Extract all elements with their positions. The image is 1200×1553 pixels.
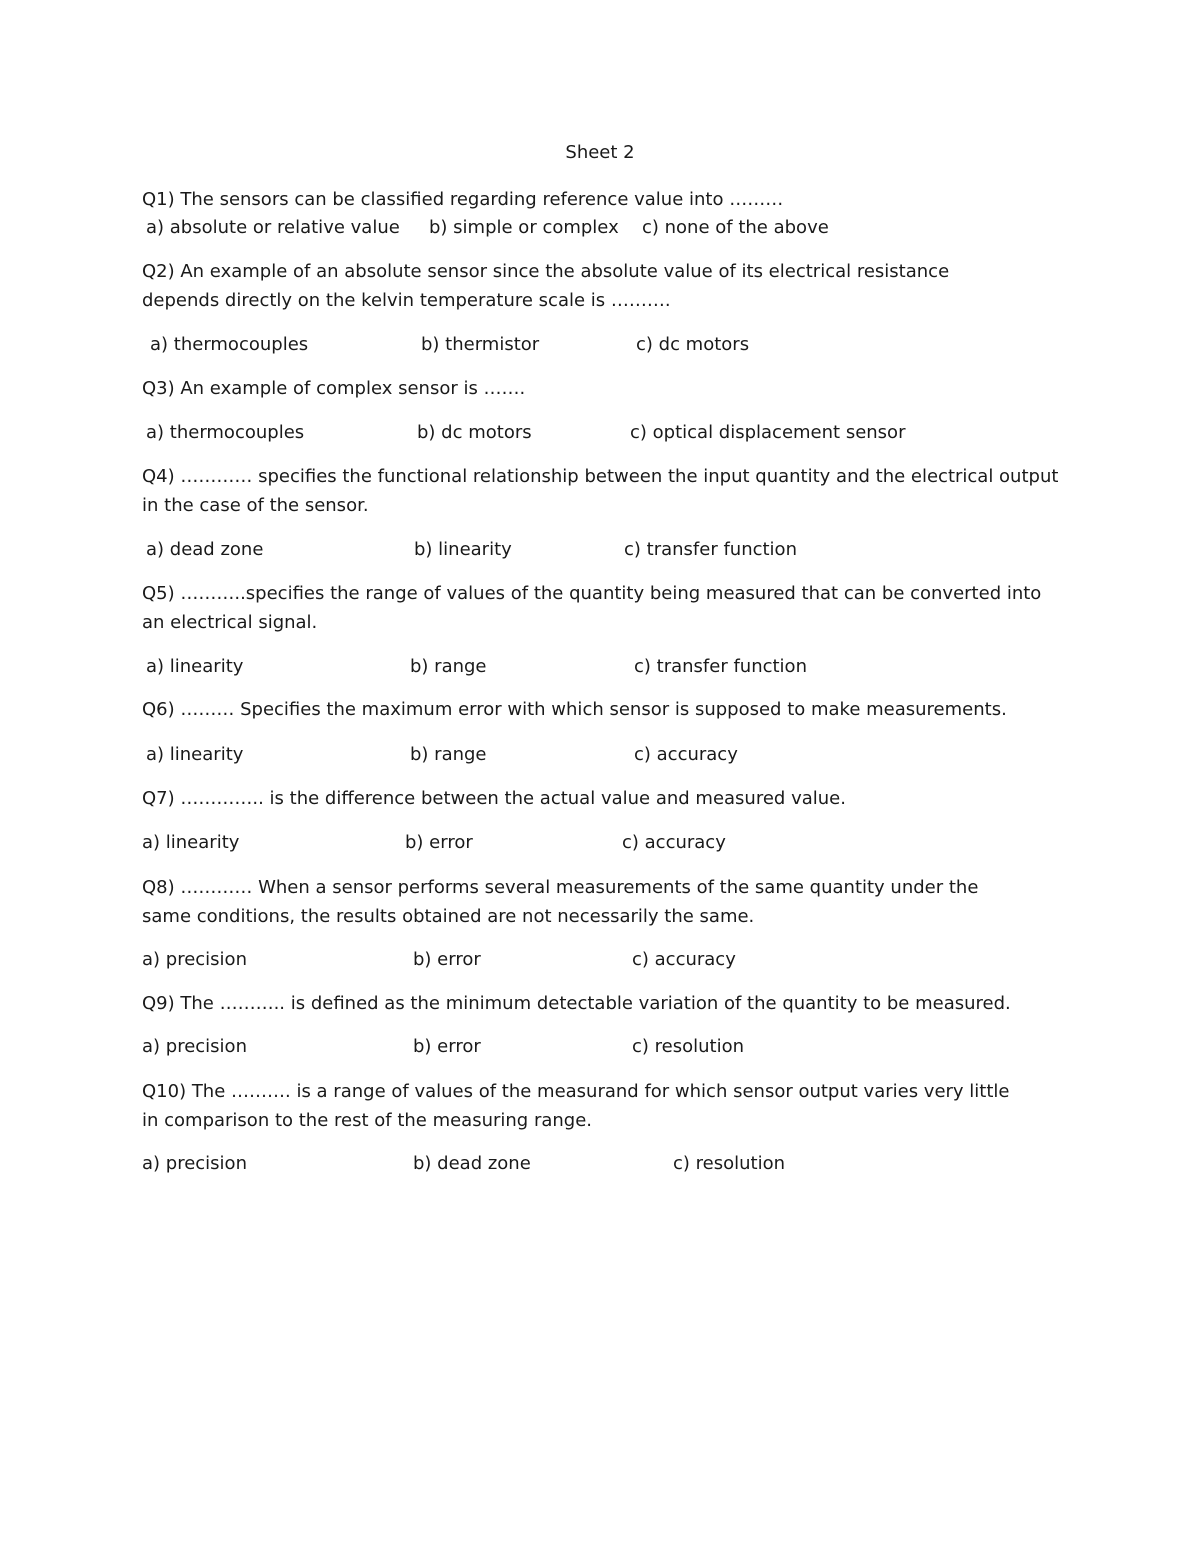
question-3-option-a: a) thermocouples bbox=[146, 422, 305, 443]
question-4-option-c: c) transfer function bbox=[624, 539, 797, 560]
question-7-text: Q7) ………….. is the difference between the actual value and measured value. bbox=[142, 788, 846, 809]
question-8-text: Q8) ………… When a sensor performs several measurements of the same quantity under the same conditions, the results obtained are not necessarily the same. bbox=[142, 877, 979, 927]
question-4-text: Q4) ………… specifies the functional relationship between the input quantity and the electrical output in the case of the sensor. bbox=[142, 466, 1059, 516]
question-6-option-a: a) linearity bbox=[146, 744, 244, 765]
question-2-option-c: c) dc motors bbox=[636, 334, 750, 355]
question-10-option-c: c) resolution bbox=[673, 1153, 785, 1174]
question-1-option-a: a) absolute or relative value bbox=[146, 217, 400, 238]
question-7-option-a: a) linearity bbox=[142, 832, 240, 853]
question-3-option-b: b) dc motors bbox=[417, 422, 532, 443]
question-5-option-a: a) linearity bbox=[146, 656, 244, 677]
question-4-option-a: a) dead zone bbox=[146, 539, 264, 560]
question-9-text: Q9) The ……….. is defined as the minimum detectable variation of the quantity to be measured. bbox=[142, 993, 1011, 1014]
question-9-option-c: c) resolution bbox=[632, 1036, 744, 1057]
question-6-text: Q6) ……… Specifies the maximum error with which sensor is supposed to make measurements. bbox=[142, 699, 1007, 720]
question-10-option-b: b) dead zone bbox=[413, 1153, 531, 1174]
question-8-option-c: c) accuracy bbox=[632, 949, 736, 970]
question-7-option-c: c) accuracy bbox=[622, 832, 726, 853]
question-3-option-c: c) optical displacement sensor bbox=[630, 422, 906, 443]
page-title: Sheet 2 bbox=[565, 142, 635, 163]
question-5-option-c: c) transfer function bbox=[634, 656, 807, 677]
question-2-option-a: a) thermocouples bbox=[150, 334, 309, 355]
question-7-option-b: b) error bbox=[405, 832, 473, 853]
question-5-text: Q5) ………..specifies the range of values of the quantity being measured that can be converted into an electrical signal. bbox=[142, 583, 1042, 633]
question-1-option-b: b) simple or complex bbox=[429, 217, 619, 238]
question-10-option-a: a) precision bbox=[142, 1153, 247, 1174]
question-8-option-a: a) precision bbox=[142, 949, 247, 970]
question-9-option-a: a) precision bbox=[142, 1036, 247, 1057]
question-6-option-b: b) range bbox=[410, 744, 487, 765]
question-1-text: Q1) The sensors can be classified regarding reference value into ……… bbox=[142, 189, 784, 210]
question-8-option-b: b) error bbox=[413, 949, 481, 970]
question-6-option-c: c) accuracy bbox=[634, 744, 738, 765]
question-5-option-b: b) range bbox=[410, 656, 487, 677]
question-9-option-b: b) error bbox=[413, 1036, 481, 1057]
question-1-option-c: c) none of the above bbox=[642, 217, 829, 238]
question-2-option-b: b) thermistor bbox=[421, 334, 540, 355]
question-10-text: Q10) The ………. is a range of values of the measurand for which sensor output varies very little in comparison to the rest of the measuring range. bbox=[142, 1081, 1010, 1131]
question-3-text: Q3) An example of complex sensor is ……. bbox=[142, 378, 526, 399]
question-4-option-b: b) linearity bbox=[414, 539, 512, 560]
question-2-text: Q2) An example of an absolute sensor since the absolute value of its electrical resistance depends directly on the kelvin temperature scale is ………. bbox=[142, 261, 950, 311]
